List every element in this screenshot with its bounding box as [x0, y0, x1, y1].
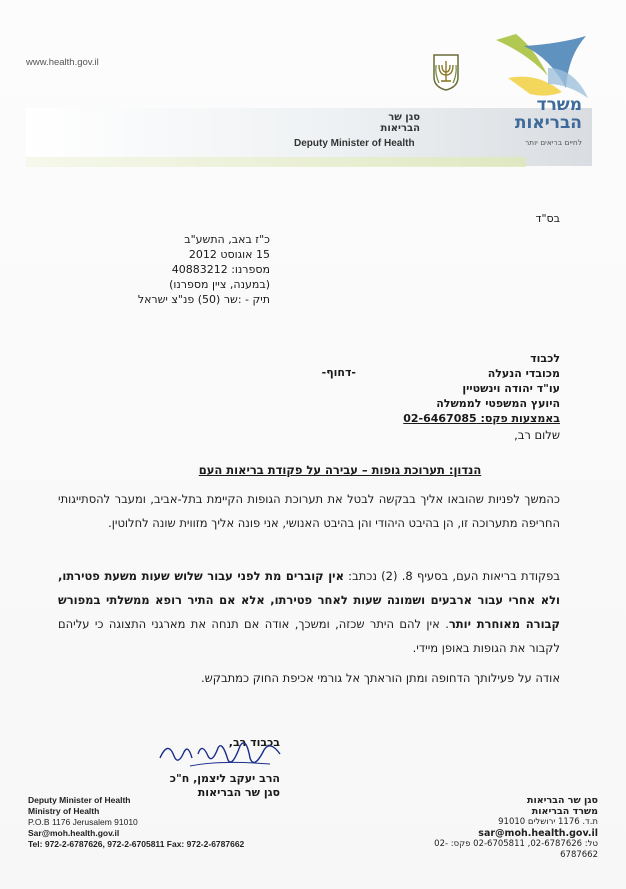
- state-emblem-icon: [432, 53, 460, 91]
- paragraph-2-intro: בפקודת בריאות העם, בסעיף 8. (2) נכתב:: [343, 569, 560, 583]
- date-hebrew: כ"ז באב, התשע"ב: [184, 233, 270, 246]
- footer-en-phone: Tel: 972-2-6787626, 972-2-6705811 Fax: 972-2-6787662: [28, 839, 245, 849]
- paragraph-2: [58, 564, 560, 660]
- file-line: תיק - :שר (50) פנ"צ ישראל: [137, 293, 270, 306]
- footer-en-line-3: P.O.B 1176 Jerusalem 91010: [28, 817, 138, 827]
- paragraph-1: כהמשך לפניות שהובאו אליך בבקשה לבטל את תערוכת הגופות הקיימת בתל-אביב, ומעבר להסתייגותי החריפה מתערוכה זו, הן בהיבט היהודי והן בהיבט האנושי, אני פונה אליך מזווית שונה לחלוטין.: [58, 492, 560, 530]
- reference-note: (במענה, ציין מספרנו): [169, 278, 270, 291]
- closing-greeting: בכבוד רב,: [228, 736, 280, 749]
- footer-he-line-3: ת.ד. 1176 ירושלים 91010: [498, 817, 598, 827]
- header-hebrew-title: סגן שר הבריאות: [380, 112, 420, 134]
- paragraph-3: אודה על פעילותך הדחופה ומתן הוראתך אל גורמי אכיפת החוק כמתבקש.: [200, 671, 560, 685]
- header-green-strip: [26, 157, 526, 167]
- footer-he-phone: טל: 02-6787626, 02-6705811 פקס: 02-6787662: [434, 839, 598, 860]
- footer-hebrew: [400, 795, 598, 861]
- header-english-title: Deputy Minister of Health: [294, 138, 415, 149]
- subject-line: הנדון: תערוכת גופות – עבירה על פקודת בריאות העם: [198, 463, 482, 477]
- paragraph-2-end: . אין להם היתר שכזה, ומשכך, אודה אם תנחה את מארגני התצוגה כי עליהם לקבור את הגופות באופן מיידי.: [58, 617, 560, 655]
- addressee-line-2: מכובדי הנעלה: [487, 367, 560, 380]
- footer-he-email[interactable]: sar@moh.health.gov.il: [478, 828, 598, 839]
- addressee-line-4: היועץ המשפטי לממשלה: [436, 397, 560, 410]
- addressee-fax: באמצעות פקס: 02-6467085: [403, 412, 560, 425]
- paragraph-2-quote: אין קוברים מת לפני עבור שלוש שעות משעת פטירתו, ולא אחרי עבור ארבעים ושמונה שעות לאחר פטירתו, אלא אם התיר רופא ממשלתי במפורש קבורה מאוחרת יותר: [58, 569, 561, 631]
- logo-line-2: הבריאות: [514, 113, 582, 133]
- addressee-block: [330, 351, 560, 426]
- signatory-name: הרב יעקב ליצמן, ח"כ: [169, 772, 280, 785]
- addressee-line-3: עו"ד יהודה וינשטיין: [462, 382, 560, 395]
- signatory-title: סגן שר הבריאות: [197, 786, 280, 799]
- date-gregorian: 15 אוגוסט 2012: [188, 248, 270, 261]
- footer-he-line-2: משרד הבריאות: [531, 806, 598, 817]
- bsd-mark: בס"ד: [535, 212, 560, 225]
- footer-he-line-1: סגן שר הבריאות: [526, 795, 598, 806]
- footer-en-email[interactable]: Sar@moh.health.gov.il: [28, 828, 120, 838]
- footer-en-line-1: Deputy Minister of Health: [28, 795, 131, 805]
- greeting: שלום רב,: [514, 428, 560, 442]
- date-block: [90, 232, 270, 307]
- reference-number: מספרנו: 40883212: [171, 263, 270, 276]
- website-url[interactable]: www.health.gov.il: [26, 57, 99, 68]
- logo-line-1: משרד: [536, 95, 582, 115]
- addressee-line-1: לכבוד: [530, 352, 560, 365]
- ministry-logo-text: [464, 96, 582, 132]
- urgent-mark: -דחוף-: [321, 366, 356, 379]
- footer-en-line-2: Ministry of Health: [28, 806, 100, 816]
- handwritten-signature: [150, 730, 290, 778]
- footer-english: [28, 795, 268, 850]
- logo-tagline: לחיים בריאים יותר: [524, 138, 582, 147]
